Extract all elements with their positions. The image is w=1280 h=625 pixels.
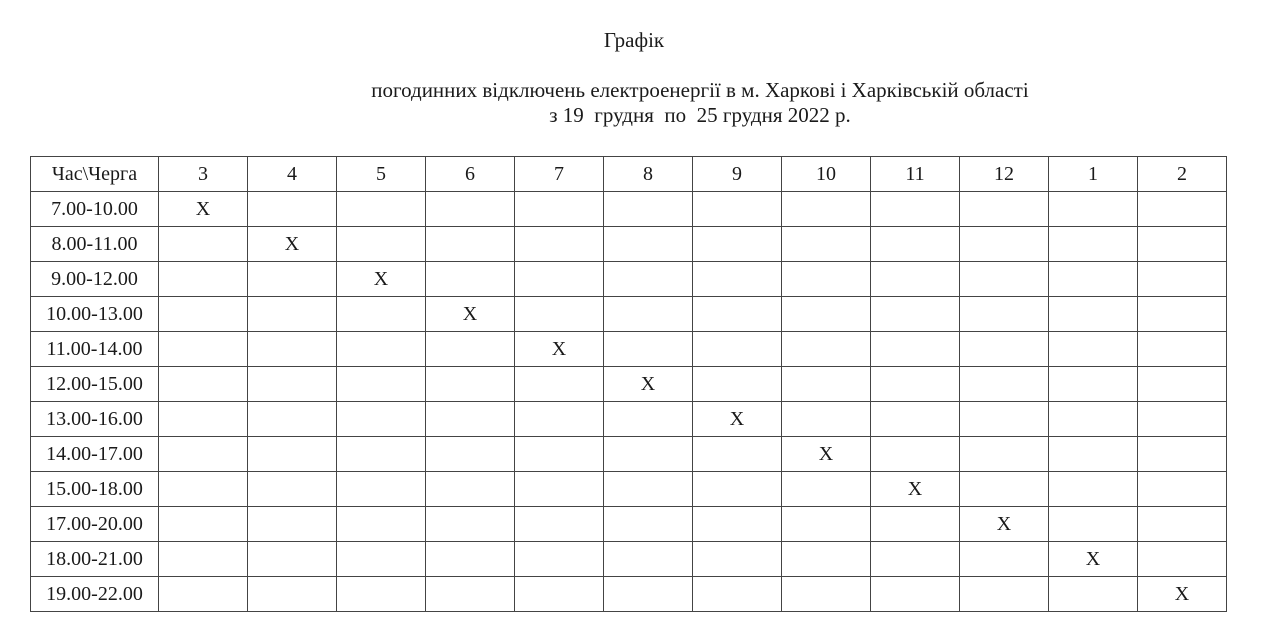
outage-mark-cell [159, 542, 248, 577]
outage-mark-cell [960, 437, 1049, 472]
header-corner-cell: Час\Черга [31, 157, 159, 192]
outage-mark-cell [248, 297, 337, 332]
table-row [31, 262, 1227, 297]
outage-mark-cell [960, 577, 1049, 612]
outage-mark-cell [960, 262, 1049, 297]
outage-mark-cell [871, 227, 960, 262]
queue-header: 4 [248, 157, 337, 192]
table-row [31, 297, 1227, 332]
outage-mark-cell: X [1049, 542, 1138, 577]
time-slot-cell: 18.00-21.00 [31, 542, 159, 577]
outage-mark-cell [426, 402, 515, 437]
outage-mark-cell [337, 192, 426, 227]
table-row [31, 402, 1227, 437]
outage-mark-cell [248, 507, 337, 542]
outage-mark-cell [1138, 227, 1227, 262]
outage-mark-cell: X [871, 472, 960, 507]
outage-mark-cell [1049, 507, 1138, 542]
outage-mark-cell [1138, 367, 1227, 402]
queue-header: 2 [1138, 157, 1227, 192]
outage-mark-cell [159, 332, 248, 367]
outage-mark-cell [604, 227, 693, 262]
outage-mark-cell [604, 437, 693, 472]
queue-header: 10 [782, 157, 871, 192]
queue-header: 3 [159, 157, 248, 192]
outage-mark-cell [426, 367, 515, 402]
outage-mark-cell [248, 472, 337, 507]
outage-mark-cell: X [248, 227, 337, 262]
outage-mark-cell [960, 367, 1049, 402]
outage-mark-cell [604, 507, 693, 542]
outage-mark-cell [960, 402, 1049, 437]
outage-mark-cell [515, 542, 604, 577]
outage-mark-cell [604, 577, 693, 612]
outage-mark-cell: X [337, 262, 426, 297]
outage-mark-cell [426, 437, 515, 472]
outage-mark-cell [248, 577, 337, 612]
outage-mark-cell [248, 332, 337, 367]
outage-mark-cell: X [159, 192, 248, 227]
outage-mark-cell [693, 507, 782, 542]
outage-mark-cell [337, 507, 426, 542]
outage-mark-cell [248, 192, 337, 227]
outage-mark-cell [515, 472, 604, 507]
table-row [31, 192, 1227, 227]
outage-mark-cell [1138, 437, 1227, 472]
outage-mark-cell [604, 262, 693, 297]
outage-mark-cell [604, 402, 693, 437]
outage-mark-cell [1138, 542, 1227, 577]
table-row [31, 472, 1227, 507]
outage-mark-cell: X [960, 507, 1049, 542]
outage-mark-cell [337, 472, 426, 507]
outage-mark-cell [515, 297, 604, 332]
time-slot-cell: 19.00-22.00 [31, 577, 159, 612]
outage-mark-cell [1049, 262, 1138, 297]
outage-mark-cell [871, 402, 960, 437]
outage-mark-cell [960, 542, 1049, 577]
outage-mark-cell [693, 472, 782, 507]
outage-mark-cell [782, 577, 871, 612]
outage-mark-cell [248, 367, 337, 402]
outage-mark-cell [515, 577, 604, 612]
subtitle-line-1: погодинних відключень електроенергії в м. Харкові і Харківській області [371, 78, 1029, 102]
outage-mark-cell [515, 262, 604, 297]
document-subtitle [0, 78, 1280, 128]
outage-mark-cell [1138, 262, 1227, 297]
queue-header: 7 [515, 157, 604, 192]
outage-mark-cell [1049, 577, 1138, 612]
outage-mark-cell [960, 227, 1049, 262]
table-row [31, 227, 1227, 262]
outage-mark-cell [515, 437, 604, 472]
outage-mark-cell [693, 542, 782, 577]
outage-mark-cell [426, 542, 515, 577]
outage-mark-cell [693, 367, 782, 402]
time-slot-cell: 7.00-10.00 [31, 192, 159, 227]
outage-mark-cell [604, 297, 693, 332]
outage-mark-cell [159, 472, 248, 507]
outage-mark-cell [1138, 507, 1227, 542]
outage-mark-cell [782, 542, 871, 577]
outage-mark-cell [248, 437, 337, 472]
time-slot-cell: 11.00-14.00 [31, 332, 159, 367]
outage-mark-cell [871, 332, 960, 367]
outage-mark-cell [871, 367, 960, 402]
outage-mark-cell [1049, 472, 1138, 507]
queue-header: 11 [871, 157, 960, 192]
outage-mark-cell [604, 542, 693, 577]
outage-mark-cell [1049, 297, 1138, 332]
outage-mark-cell [515, 507, 604, 542]
outage-mark-cell [782, 262, 871, 297]
outage-mark-cell: X [782, 437, 871, 472]
queue-header: 9 [693, 157, 782, 192]
outage-mark-cell [337, 297, 426, 332]
table-row [31, 507, 1227, 542]
outage-mark-cell [871, 507, 960, 542]
outage-mark-cell [693, 192, 782, 227]
time-slot-cell: 9.00-12.00 [31, 262, 159, 297]
outage-mark-cell [871, 192, 960, 227]
outage-mark-cell: X [1138, 577, 1227, 612]
outage-mark-cell [782, 507, 871, 542]
time-slot-cell: 10.00-13.00 [31, 297, 159, 332]
outage-mark-cell [604, 192, 693, 227]
outage-schedule-table [30, 156, 1227, 612]
outage-mark-cell [159, 227, 248, 262]
outage-mark-cell [782, 227, 871, 262]
outage-mark-cell [159, 507, 248, 542]
queue-header: 5 [337, 157, 426, 192]
time-slot-cell: 17.00-20.00 [31, 507, 159, 542]
outage-mark-cell [871, 437, 960, 472]
outage-mark-cell [693, 297, 782, 332]
outage-mark-cell: X [426, 297, 515, 332]
outage-mark-cell [604, 472, 693, 507]
queue-header: 12 [960, 157, 1049, 192]
outage-mark-cell [426, 192, 515, 227]
outage-mark-cell: X [693, 402, 782, 437]
outage-mark-cell [871, 297, 960, 332]
outage-mark-cell [248, 262, 337, 297]
table-body [31, 192, 1227, 612]
outage-mark-cell [1138, 332, 1227, 367]
table-row [31, 542, 1227, 577]
outage-mark-cell [1138, 402, 1227, 437]
queue-header: 1 [1049, 157, 1138, 192]
outage-mark-cell [782, 367, 871, 402]
outage-mark-cell [693, 332, 782, 367]
outage-mark-cell [1138, 297, 1227, 332]
outage-mark-cell [782, 332, 871, 367]
outage-mark-cell [337, 332, 426, 367]
outage-mark-cell [337, 402, 426, 437]
table-row [31, 332, 1227, 367]
outage-mark-cell [693, 437, 782, 472]
outage-mark-cell [426, 332, 515, 367]
outage-mark-cell [782, 402, 871, 437]
outage-mark-cell [782, 192, 871, 227]
outage-mark-cell [515, 227, 604, 262]
outage-mark-cell [337, 577, 426, 612]
outage-mark-cell [1049, 437, 1138, 472]
time-slot-cell: 13.00-16.00 [31, 402, 159, 437]
outage-mark-cell [248, 402, 337, 437]
outage-mark-cell [693, 577, 782, 612]
outage-mark-cell [515, 192, 604, 227]
outage-mark-cell: X [604, 367, 693, 402]
outage-mark-cell [426, 262, 515, 297]
outage-mark-cell [960, 192, 1049, 227]
outage-mark-cell [159, 262, 248, 297]
outage-mark-cell [426, 507, 515, 542]
time-slot-cell: 8.00-11.00 [31, 227, 159, 262]
time-slot-cell: 12.00-15.00 [31, 367, 159, 402]
outage-mark-cell [960, 332, 1049, 367]
outage-mark-cell [426, 227, 515, 262]
table-row [31, 437, 1227, 472]
outage-mark-cell [515, 367, 604, 402]
outage-mark-cell [871, 577, 960, 612]
outage-mark-cell [248, 542, 337, 577]
table-header-row [31, 157, 1227, 192]
outage-mark-cell [1138, 472, 1227, 507]
time-slot-cell: 14.00-17.00 [31, 437, 159, 472]
outage-mark-cell: X [515, 332, 604, 367]
subtitle-line-2: з 19 грудня по 25 грудня 2022 р. [549, 103, 851, 127]
outage-mark-cell [782, 297, 871, 332]
outage-mark-cell [159, 437, 248, 472]
queue-header: 8 [604, 157, 693, 192]
outage-mark-cell [337, 227, 426, 262]
outage-mark-cell [1049, 192, 1138, 227]
outage-mark-cell [693, 227, 782, 262]
outage-mark-cell [1049, 227, 1138, 262]
outage-mark-cell [1138, 192, 1227, 227]
table-row [31, 367, 1227, 402]
outage-mark-cell [871, 262, 960, 297]
queue-header: 6 [426, 157, 515, 192]
outage-mark-cell [1049, 367, 1138, 402]
outage-mark-cell [871, 542, 960, 577]
outage-mark-cell [960, 297, 1049, 332]
outage-mark-cell [426, 472, 515, 507]
outage-mark-cell [159, 297, 248, 332]
table-row [31, 577, 1227, 612]
outage-mark-cell [693, 262, 782, 297]
document-title: Графік [603, 28, 665, 52]
outage-mark-cell [426, 577, 515, 612]
outage-mark-cell [337, 542, 426, 577]
outage-mark-cell [1049, 402, 1138, 437]
outage-mark-cell [159, 402, 248, 437]
outage-mark-cell [515, 402, 604, 437]
outage-mark-cell [782, 472, 871, 507]
outage-mark-cell [337, 437, 426, 472]
outage-mark-cell [159, 367, 248, 402]
outage-mark-cell [1049, 332, 1138, 367]
outage-mark-cell [960, 472, 1049, 507]
outage-mark-cell [337, 367, 426, 402]
outage-mark-cell [604, 332, 693, 367]
outage-mark-cell [159, 577, 248, 612]
time-slot-cell: 15.00-18.00 [31, 472, 159, 507]
